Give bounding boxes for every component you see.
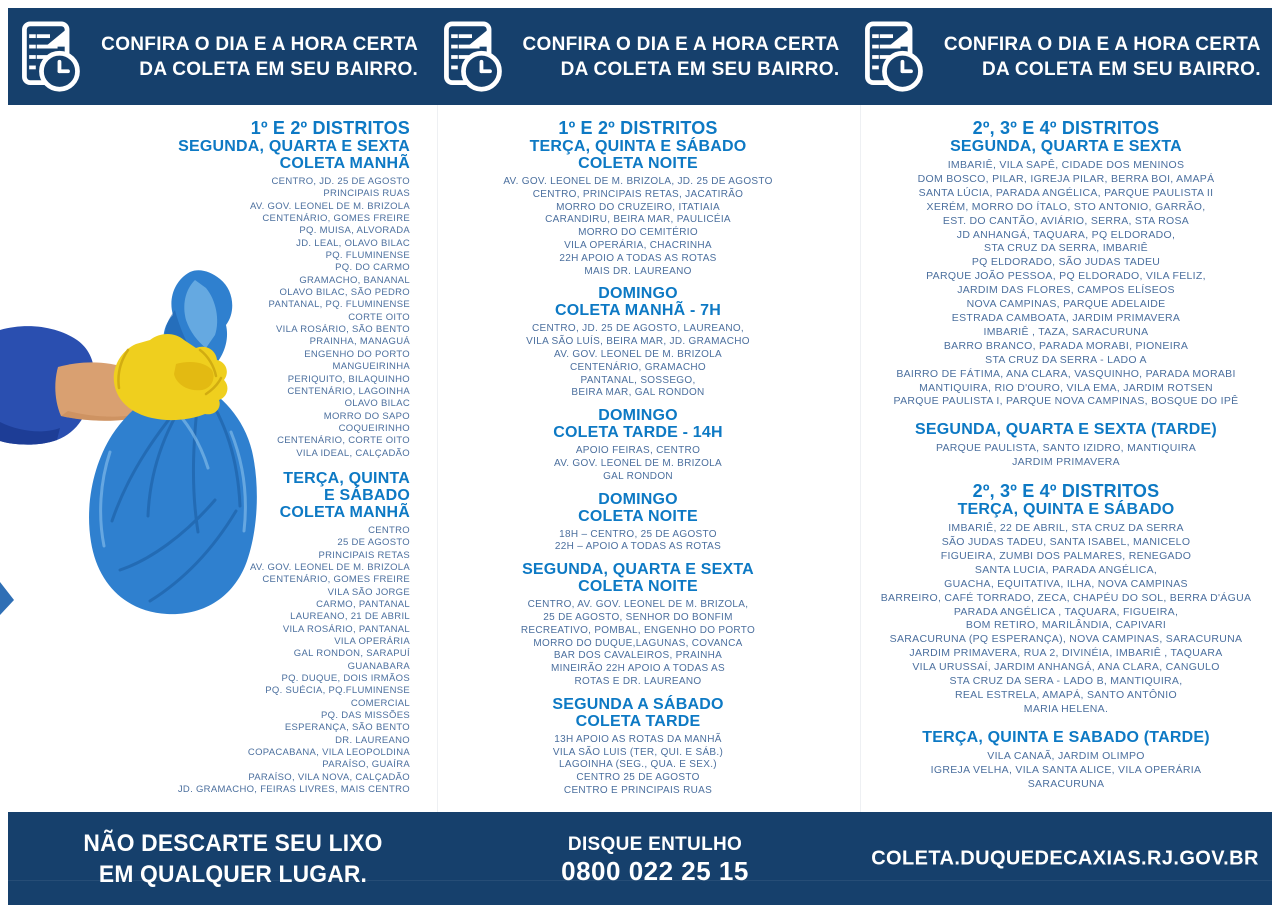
heading-line: TERÇA, QUINTA E SÁBADO: [957, 501, 1175, 519]
section-heading: [50, 470, 410, 521]
section-heading: [452, 561, 824, 595]
area-line: IMBARIÊ , TAZA, SARACURUNA: [983, 325, 1149, 338]
header-slogan-line1: CONFIRA O DIA E A HORA CERTA: [943, 33, 1261, 55]
area-line: PQ. MUISA, ALVORADA: [299, 225, 410, 237]
area-line: VILA CANAÃ, JARDIM OLIMPO: [987, 749, 1145, 762]
area-line: AV. GOV. LEONEL DE M. BRIZOLA: [249, 561, 410, 573]
heading-line: 2º, 3º E 4º DISTRITOS: [972, 481, 1160, 502]
area-line: SANTA LUCIA, PARADA ANGÉLICA,: [974, 563, 1158, 576]
area-line: PQ. DUQUE, DOIS IRMÃOS: [281, 673, 410, 685]
area-line: RECREATIVO, POMBAL, ENGENHO DO PORTO: [520, 624, 756, 636]
area-line: 22H APOIO A TODAS AS ROTAS: [559, 252, 717, 264]
heading-line: COLETA TARDE: [575, 712, 701, 730]
area-line: CARANDIRU, BEIRA MAR, PAULICÉIA: [545, 214, 731, 226]
schedule-section: [452, 491, 824, 555]
area-line: CENTRO E PRINCIPAIS RUAS: [563, 784, 713, 796]
area-line: MORRO DO DUQUE,LAGUNAS, COVANCA: [533, 637, 743, 649]
area-line: 25 DE AGOSTO: [337, 537, 410, 549]
area-line: STA CRUZ DA SERRA, IMBARIÊ: [984, 242, 1148, 255]
area-line: PRINCIPAIS RUAS: [323, 188, 410, 200]
header-slogan: [523, 32, 840, 82]
area-line: SANTA LÚCIA, PARADA ANGÉLICA, PARQUE PAULISTA II: [918, 186, 1214, 199]
area-line: LAGOINHA (SEG., QUA. E SEX.): [559, 759, 717, 771]
header-banner: [8, 21, 429, 93]
area-line: PARQUE PAULISTA, SANTO IZIDRO, MANTIQUIRA: [935, 442, 1197, 455]
schedule-section: [50, 470, 410, 797]
area-line: MORRO DO CRUZEIRO, ITATIAIA: [556, 201, 720, 213]
area-line: DR. LAUREANO: [335, 734, 410, 746]
footer-phone: [470, 832, 840, 886]
area-line: AV. GOV. LEONEL DE M. BRIZOLA: [249, 200, 410, 212]
area-line: GAL RONDON, SARAPUÍ: [293, 648, 410, 660]
area-line: JD. GRAMACHO, FEIRAS LIVRES, MAIS CENTRO: [177, 784, 410, 796]
area-line: JD ANHANGÁ, TAQUARA, PQ ELDORADO,: [956, 228, 1176, 241]
heading-line: COLETA NOITE: [578, 578, 698, 596]
section-heading: [452, 407, 824, 441]
area-line: ROTAS E DR. LAUREANO: [574, 675, 702, 687]
calendar-clock-icon: [441, 21, 503, 93]
area-line: CENTENÁRIO, GRAMACHO: [569, 361, 706, 373]
area-line: PANTANAL, PQ. FLUMINENSE: [268, 299, 410, 311]
schedule-body: [0, 105, 1280, 812]
heading-line: COLETA TARDE - 14H: [553, 424, 723, 442]
area-line: VILA OPERÁRIA: [334, 636, 410, 647]
section-heading: [852, 421, 1280, 438]
footer-phone-label: DISQUE ENTULHO: [567, 833, 743, 855]
area-line: VILA SÃO LUÍS, BEIRA MAR, JD. GRAMACHO: [526, 336, 750, 348]
area-line: ESPERANÇA, SÃO BENTO: [284, 722, 410, 734]
area-line: BARRO BRANCO, PARADA MORABI, PIONEIRA: [943, 339, 1189, 352]
section-heading: [452, 285, 824, 319]
area-line: SARACURUNA: [1027, 777, 1105, 790]
header-banner: [429, 21, 850, 93]
area-line: FIGUEIRA, ZUMBI DOS PALMARES, RENEGADO: [940, 549, 1192, 562]
area-line: NOVA CAMPINAS, PARQUE ADELAIDE: [966, 298, 1166, 311]
footer-warning-line2: EM QUALQUER LUGAR.: [98, 860, 368, 888]
header-slogan-line2: DA COLETA EM SEU BAIRRO.: [981, 58, 1261, 80]
area-line: VILA ROSÁRIO, PANTANAL: [282, 623, 410, 635]
area-line: PQ. FLUMINENSE: [325, 250, 410, 262]
header-slogan: [101, 32, 418, 82]
header-slogan: [944, 32, 1261, 82]
area-line: BEIRA MAR, GAL RONDON: [571, 387, 705, 399]
area-line: CENTRO 25 DE AGOSTO: [576, 772, 700, 784]
heading-line: DOMINGO: [598, 490, 678, 508]
heading-line: DOMINGO: [598, 285, 678, 303]
area-line: JARDIM PRIMAVERA: [1012, 456, 1120, 469]
area-line: VILA SÃO LUIS (TER, QUI. E SÁB.): [552, 746, 724, 758]
area-line: IGREJA VELHA, VILA SANTA ALICE, VILA OPERÁRIA: [930, 763, 1202, 776]
area-line: MAIS DR. LAUREANO: [584, 265, 692, 277]
heading-line: COLETA MANHÃ - 7H: [554, 302, 722, 320]
area-line: OLAVO BILAC: [344, 398, 410, 410]
heading-line: TERÇA, QUINTA: [283, 469, 410, 487]
footer-warning-line1: NÃO DESCARTE SEU LIXO: [83, 829, 383, 857]
area-line: ENGENHO DO PORTO: [304, 348, 410, 360]
section-heading: [852, 482, 1280, 518]
heading-line: SEGUNDA, QUARTA E SEXTA: [522, 561, 754, 579]
area-line: CENTRO, JD. 25 DE AGOSTO: [271, 176, 410, 187]
area-line: BARREIRO, CAFÉ TORRADO, ZECA, CHAPÉU DO SOL, BERRA D'ÁGUA: [880, 591, 1252, 604]
column-districts-2-3-4: [852, 119, 1280, 792]
section-heading: [452, 491, 824, 525]
heading-line: COLETA NOITE: [578, 155, 698, 172]
area-line: VILA IDEAL, CALÇADÃO: [296, 447, 410, 459]
area-line: REAL ESTRELA, AMAPÁ, SANTO ANTÔNIO: [954, 689, 1177, 701]
area-line: LAUREANO, 21 DE ABRIL: [290, 611, 410, 623]
heading-line: E SÁBADO: [323, 486, 410, 504]
area-line: CENTENÁRIO, CORTE OITO: [277, 435, 410, 447]
area-line: BAR DOS CAVALEIROS, PRAINHA: [553, 650, 723, 662]
calendar-clock-icon: [862, 21, 924, 93]
heading-line: SEGUNDA, QUARTA E SEXTA (TARDE): [915, 421, 1217, 439]
area-line: COPACABANA, VILA LEOPOLDINA: [247, 747, 410, 759]
fold-line: [8, 880, 1272, 881]
area-line: GAL RONDON: [603, 470, 673, 482]
area-line: MORRO DO CEMITÉRIO: [578, 227, 698, 239]
area-line: CARMO, PANTANAL: [316, 598, 410, 610]
area-line: PERIQUITO, BILAQUINHO: [287, 373, 410, 385]
area-line: PQ. SUÉCIA, PQ.FLUMINENSE: [265, 685, 410, 697]
column-districts-1-2-morning: [50, 119, 410, 796]
area-line: BOM RETIRO, MARILÂNDIA, CAPIVARI: [965, 619, 1167, 632]
area-line: COQUEIRINHO: [338, 422, 410, 434]
area-line: PARAÍSO, VILA NOVA, CALÇADÃO: [248, 771, 410, 783]
schedule-section: [452, 696, 824, 798]
area-line: VILA URUSSAÍ, JARDIM ANHANGÁ, ANA CLARA, CANGULO: [912, 661, 1220, 674]
area-line: DOM BOSCO, PILAR, IGREJA PILAR, BERRA BOI, AMAPÁ: [917, 172, 1215, 185]
heading-line: SEGUNDA A SÁBADO: [552, 695, 724, 713]
heading-line: COLETA MANHÃ: [279, 503, 410, 521]
area-line: JD. LEAL, OLAVO BILAC: [296, 237, 410, 249]
schedule-section: [852, 482, 1280, 717]
header-band: [8, 8, 1272, 105]
heading-line: COLETA MANHÃ: [279, 155, 410, 172]
header-slogan-line2: DA COLETA EM SEU BAIRRO.: [139, 58, 419, 80]
area-line: OLAVO BILAC, SÃO PEDRO: [279, 287, 410, 299]
area-line: VILA ROSÁRIO, SÃO BENTO: [276, 324, 410, 336]
heading-line: DOMINGO: [598, 407, 678, 425]
area-line: IMBARIÊ, VILA SAPÊ, CIDADE DOS MENINOS: [947, 159, 1185, 171]
footer-website: [855, 847, 1275, 870]
area-line: AV. GOV. LEONEL DE M. BRIZOLA: [553, 348, 723, 360]
area-line: PRINCIPAIS RETAS: [318, 549, 410, 561]
area-line: JARDIM DAS FLORES, CAMPOS ELÍSEOS: [957, 284, 1175, 297]
heading-line: SEGUNDA, QUARTA E SEXTA: [178, 138, 410, 155]
area-line: MANGUEIRINHA: [332, 361, 410, 373]
heading-line: TERÇA, QUINTA E SABADO (TARDE): [922, 728, 1210, 746]
heading-line: TERÇA, QUINTA E SÁBADO: [529, 138, 747, 155]
area-line: APOIO FEIRAS, CENTRO: [575, 445, 701, 457]
area-line: CENTENÁRIO, GOMES FREIRE: [262, 213, 410, 225]
area-line: PARQUE JOÃO PESSOA, PQ ELDORADO, VILA FELIZ,: [926, 270, 1206, 283]
area-line: MINEIRÃO 22H APOIO A TODAS AS: [551, 663, 725, 675]
area-line: CENTRO, PRINCIPAIS RETAS, JACATIRÃO: [532, 188, 744, 200]
footer-website-url: COLETA.DUQUEDECAXIAS.RJ.GOV.BR: [871, 847, 1259, 869]
section-heading: [50, 119, 410, 172]
area-line: CENTRO, JD. 25 DE AGOSTO, LAUREANO,: [531, 323, 745, 335]
area-line: SÃO JUDAS TADEU, SANTA ISABEL, MANICELO: [941, 536, 1191, 549]
area-line: AV. GOV. LEONEL DE M. BRIZOLA: [553, 457, 723, 469]
heading-line: 1º E 2º DISTRITOS: [558, 118, 718, 138]
schedule-section: [452, 285, 824, 400]
fold-line: [860, 105, 861, 812]
schedule-section: [452, 119, 824, 278]
header-slogan-line1: CONFIRA O DIA E A HORA CERTA: [101, 33, 419, 55]
area-line: PRAINHA, MANAGUÁ: [309, 336, 410, 348]
section-heading: [852, 119, 1280, 155]
heading-line: 1º E 2º DISTRITOS: [250, 118, 410, 138]
area-line: CENTRO, AV. GOV. LEONEL DE M. BRIZOLA,: [527, 599, 749, 611]
calendar-clock-icon: [19, 21, 81, 93]
area-line: PQ. DO CARMO: [335, 262, 410, 274]
footer-band: [8, 812, 1272, 905]
area-line: CENTENÁRIO, GOMES FREIRE: [262, 574, 410, 586]
area-line: GRAMACHO, BANANAL: [299, 274, 410, 286]
area-line: 13H APOIO AS ROTAS DA MANHÃ: [554, 733, 722, 745]
area-line: MORRO DO SAPO: [323, 410, 410, 422]
area-line: GUANABARA: [347, 660, 410, 672]
header-banner: [851, 21, 1272, 93]
area-line: XERÉM, MORRO DO ÍTALO, STO ANTONIO, GARRÃO,: [926, 200, 1206, 213]
schedule-section: [452, 407, 824, 483]
area-line: PQ ELDORADO, SÃO JUDAS TADEU: [971, 256, 1161, 269]
area-line: PQ. DAS MISSÕES: [321, 710, 410, 722]
area-line: AV. GOV. LEONEL DE M. BRIZOLA, JD. 25 DE AGOSTO: [503, 176, 773, 187]
area-line: CORTE OITO: [348, 311, 410, 323]
heading-line: SEGUNDA, QUARTA E SEXTA: [950, 138, 1182, 155]
area-line: MANTIQUIRA, RIO D'OURO, VILA EMA, JARDIM ROTSEN: [919, 381, 1213, 394]
area-line: SARACURUNA (PQ ESPERANÇA), NOVA CAMPINAS, SARACURUNA: [889, 633, 1243, 646]
column-districts-1-2-night-sunday: [452, 119, 824, 798]
area-line: CENTENÁRIO, LAGOINHA: [287, 385, 410, 397]
area-line: EST. DO CANTÃO, AVIÁRIO, SERRA, STA ROSA: [942, 214, 1190, 227]
area-line: PARADA ANGÉLICA , TAQUARA, FIGUEIRA,: [953, 605, 1179, 618]
schedule-section: [852, 729, 1280, 792]
area-line: MARIA HELENA.: [1023, 702, 1109, 715]
section-heading: [852, 729, 1280, 746]
area-line: VILA OPERÁRIA, CHACRINHA: [564, 239, 712, 251]
area-line: GUACHA, EQUITATIVA, ILHA, NOVA CAMPINAS: [944, 577, 1188, 590]
schedule-section: [452, 561, 824, 689]
area-line: STA CRUZ DA SERA - LADO B, MANTIQUIRA,: [949, 675, 1183, 688]
section-heading: [452, 119, 824, 172]
area-line: COMERCIAL: [350, 697, 410, 709]
area-line: PANTANAL, SOSSEGO,: [580, 374, 696, 386]
heading-line: 2º, 3º E 4º DISTRITOS: [972, 118, 1160, 138]
section-heading: [452, 696, 824, 730]
heading-line: COLETA NOITE: [578, 507, 698, 525]
area-line: IMBARIÊ, 22 DE ABRIL, STA CRUZ DA SERRA: [948, 522, 1184, 535]
area-line: 22H – APOIO A TODAS AS ROTAS: [554, 541, 722, 553]
area-line: STA CRUZ DA SERRA - LADO A: [985, 353, 1147, 366]
area-line: ESTRADA CAMBOATA, JARDIM PRIMAVERA: [951, 311, 1181, 324]
schedule-section: [852, 119, 1280, 409]
area-line: CENTRO: [368, 524, 410, 536]
area-line: VILA SÃO JORGE: [327, 586, 410, 598]
footer-phone-number: 0800 022 25 15: [561, 855, 749, 886]
schedule-section: [50, 119, 410, 460]
fold-line: [437, 105, 438, 812]
area-line: PARAÍSO, GUAÍRA: [322, 759, 410, 771]
schedule-section: [852, 421, 1280, 470]
header-slogan-line2: DA COLETA EM SEU BAIRRO.: [560, 58, 840, 80]
area-line: JARDIM PRIMAVERA, RUA 2, DIVINÉIA, IMBARIÊ , TAQUARA: [909, 647, 1223, 660]
area-line: 25 DE AGOSTO, SENHOR DO BONFIM: [543, 611, 733, 623]
area-line: PARQUE PAULISTA I, PARQUE NOVA CAMPINAS, BOSQUE DO IPÊ: [893, 395, 1239, 408]
header-slogan-line1: CONFIRA O DIA E A HORA CERTA: [522, 33, 840, 55]
area-line: 18H – CENTRO, 25 DE AGOSTO: [559, 528, 717, 540]
area-line: BAIRRO DE FÁTIMA, ANA CLARA, VASQUINHO, PARADA MORABI: [896, 367, 1236, 380]
